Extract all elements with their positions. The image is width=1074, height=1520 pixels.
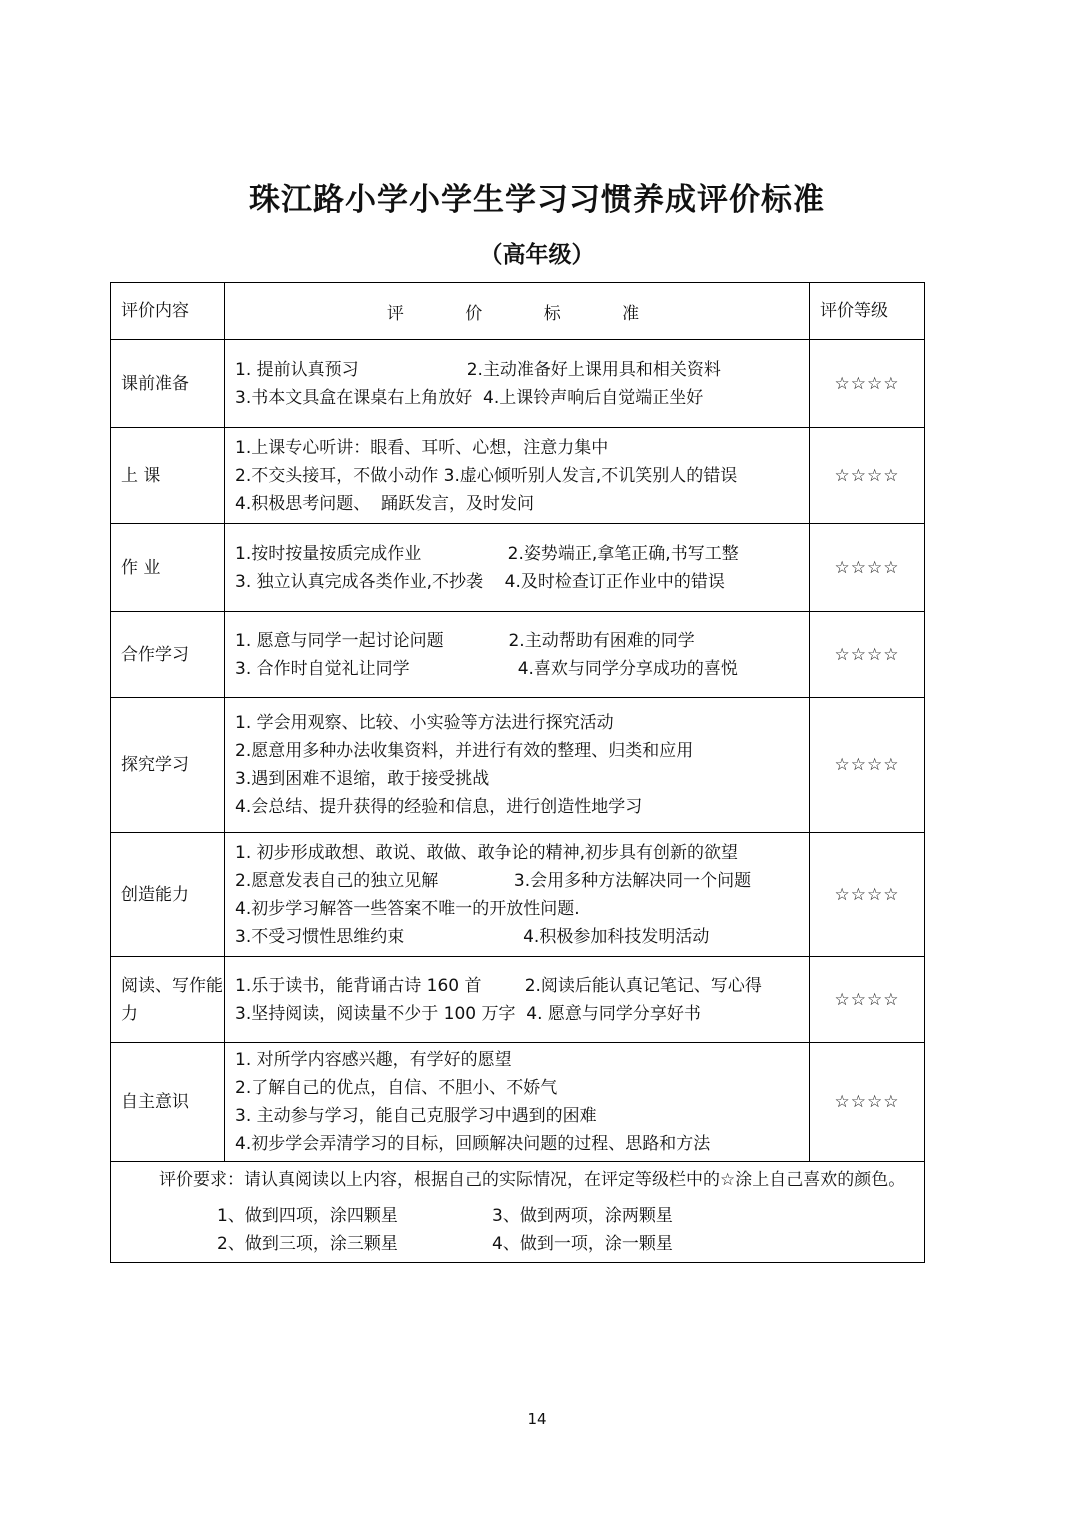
criteria-line: 4.初步学习解答一些答案不唯一的开放性问题. — [235, 898, 580, 919]
row-category: 合作学习 — [111, 612, 225, 698]
criteria-line: 1. 提前认真预习 2.主动准备好上课用具和相关资料 — [235, 359, 721, 380]
criteria-line: 1. 愿意与同学一起讨论问题 2.主动帮助有困难的同学 — [235, 630, 695, 651]
requirement-cell — [111, 1162, 925, 1263]
criteria-line: 3. 主动参与学习，能自己克服学习中遇到的困难 — [235, 1106, 597, 1126]
table-row — [111, 833, 925, 957]
page-title: 珠江路小学小学生学习习惯养成评价标准 — [249, 182, 825, 218]
page-subtitle: （高年级） — [479, 242, 595, 268]
criteria-line: 2.愿意用多种办法收集资料，并进行有效的整理、归类和应用 — [235, 741, 694, 761]
requirement-row — [111, 1162, 925, 1263]
row-criteria — [225, 698, 810, 833]
row-category: 自主意识 — [111, 1043, 225, 1162]
rating-stars[interactable]: ☆☆☆☆ — [810, 1043, 925, 1162]
scale-item: 2、做到三项，涂三颗星 — [217, 1234, 398, 1254]
criteria-line: 4.积极思考问题、 踊跃发言，及时发问 — [235, 493, 535, 514]
scale-item: 4、做到一项，涂一颗星 — [492, 1234, 673, 1254]
row-criteria — [225, 833, 810, 957]
evaluation-table — [110, 282, 925, 1263]
criteria-line: 1. 初步形成敢想、敢说、敢做、敢争论的精神,初步具有创新的欲望 — [235, 842, 739, 863]
row-criteria — [225, 428, 810, 524]
row-category: 作 业 — [111, 524, 225, 612]
criteria-line: 3.不受习惯性思维约束 4.积极参加科技发明活动 — [235, 926, 710, 947]
scale-item: 3、做到两项，涂两颗星 — [492, 1206, 673, 1226]
criteria-line: 1. 对所学内容感兴趣，有学好的愿望 — [235, 1050, 512, 1070]
page-number: 14 — [527, 1410, 547, 1428]
table-row — [111, 340, 925, 428]
row-category: 阅读、写作能力 — [111, 957, 225, 1043]
row-criteria — [225, 524, 810, 612]
criteria-line: 4.会总结、提升获得的经验和信息，进行创造性地学习 — [235, 797, 643, 817]
criteria-line: 3.遇到困难不退缩，敢于接受挑战 — [235, 769, 490, 789]
row-criteria — [225, 957, 810, 1043]
criteria-line: 2.不交头接耳，不做小动作 3.虚心倾听别人发言,不讥笑别人的错误 — [235, 465, 738, 486]
table-row — [111, 1043, 925, 1162]
rating-stars[interactable]: ☆☆☆☆ — [810, 833, 925, 957]
row-category: 探究学习 — [111, 698, 225, 833]
row-category: 课前准备 — [111, 340, 225, 428]
table-row — [111, 524, 925, 612]
criteria-line: 3.书本文具盒在课桌右上角放好 4.上课铃声响后自觉端正坐好 — [235, 387, 704, 408]
rating-stars[interactable]: ☆☆☆☆ — [810, 612, 925, 698]
criteria-line: 1.按时按量按质完成作业 2.姿势端正,拿笔正确,书写工整 — [235, 543, 739, 564]
table-row — [111, 428, 925, 524]
table-row — [111, 698, 925, 833]
row-criteria — [225, 340, 810, 428]
scale-item: 1、做到四项，涂四颗星 — [217, 1206, 398, 1226]
criteria-line: 1.上课专心听讲：眼看、耳听、心想，注意力集中 — [235, 437, 609, 458]
table-row — [111, 612, 925, 698]
criteria-line: 1. 学会用观察、比较、小实验等方法进行探究活动 — [235, 713, 614, 733]
criteria-line: 3. 独立认真完成各类作业,不抄袭 4.及时检查订正作业中的错误 — [235, 571, 725, 592]
rating-stars[interactable]: ☆☆☆☆ — [810, 340, 925, 428]
header-criteria: 评 价 标 准 — [225, 283, 810, 340]
table-row — [111, 957, 925, 1043]
row-category: 上 课 — [111, 428, 225, 524]
requirement-text: 评价要求：请认真阅读以上内容，根据自己的实际情况，在评定等级栏中的☆涂上自己喜欢的颜色。 — [159, 1170, 906, 1190]
criteria-line: 2.了解自己的优点，自信、不胆小、不娇气 — [235, 1078, 558, 1098]
criteria-line: 3. 合作时自觉礼让同学 4.喜欢与同学分享成功的喜悦 — [235, 658, 738, 679]
table-header-row — [111, 283, 925, 340]
row-criteria — [225, 612, 810, 698]
rating-scale — [159, 1202, 916, 1258]
rating-stars[interactable]: ☆☆☆☆ — [810, 428, 925, 524]
criteria-line: 2.愿意发表自己的独立见解 3.会用多种方法解决同一个问题 — [235, 870, 752, 891]
criteria-line: 3.坚持阅读，阅读量不少于 100 万字 4. 愿意与同学分享好书 — [235, 1003, 701, 1024]
rating-stars[interactable]: ☆☆☆☆ — [810, 957, 925, 1043]
criteria-line: 1.乐于读书，能背诵古诗 160 首 2.阅读后能认真记笔记、写心得 — [235, 975, 762, 996]
rating-stars[interactable]: ☆☆☆☆ — [810, 698, 925, 833]
header-category: 评价内容 — [111, 283, 225, 340]
rating-stars[interactable]: ☆☆☆☆ — [810, 524, 925, 612]
row-category: 创造能力 — [111, 833, 225, 957]
row-criteria — [225, 1043, 810, 1162]
criteria-line: 4.初步学会弄清学习的目标，回顾解决问题的过程、思路和方法 — [235, 1134, 711, 1154]
header-rating: 评价等级 — [810, 283, 925, 340]
